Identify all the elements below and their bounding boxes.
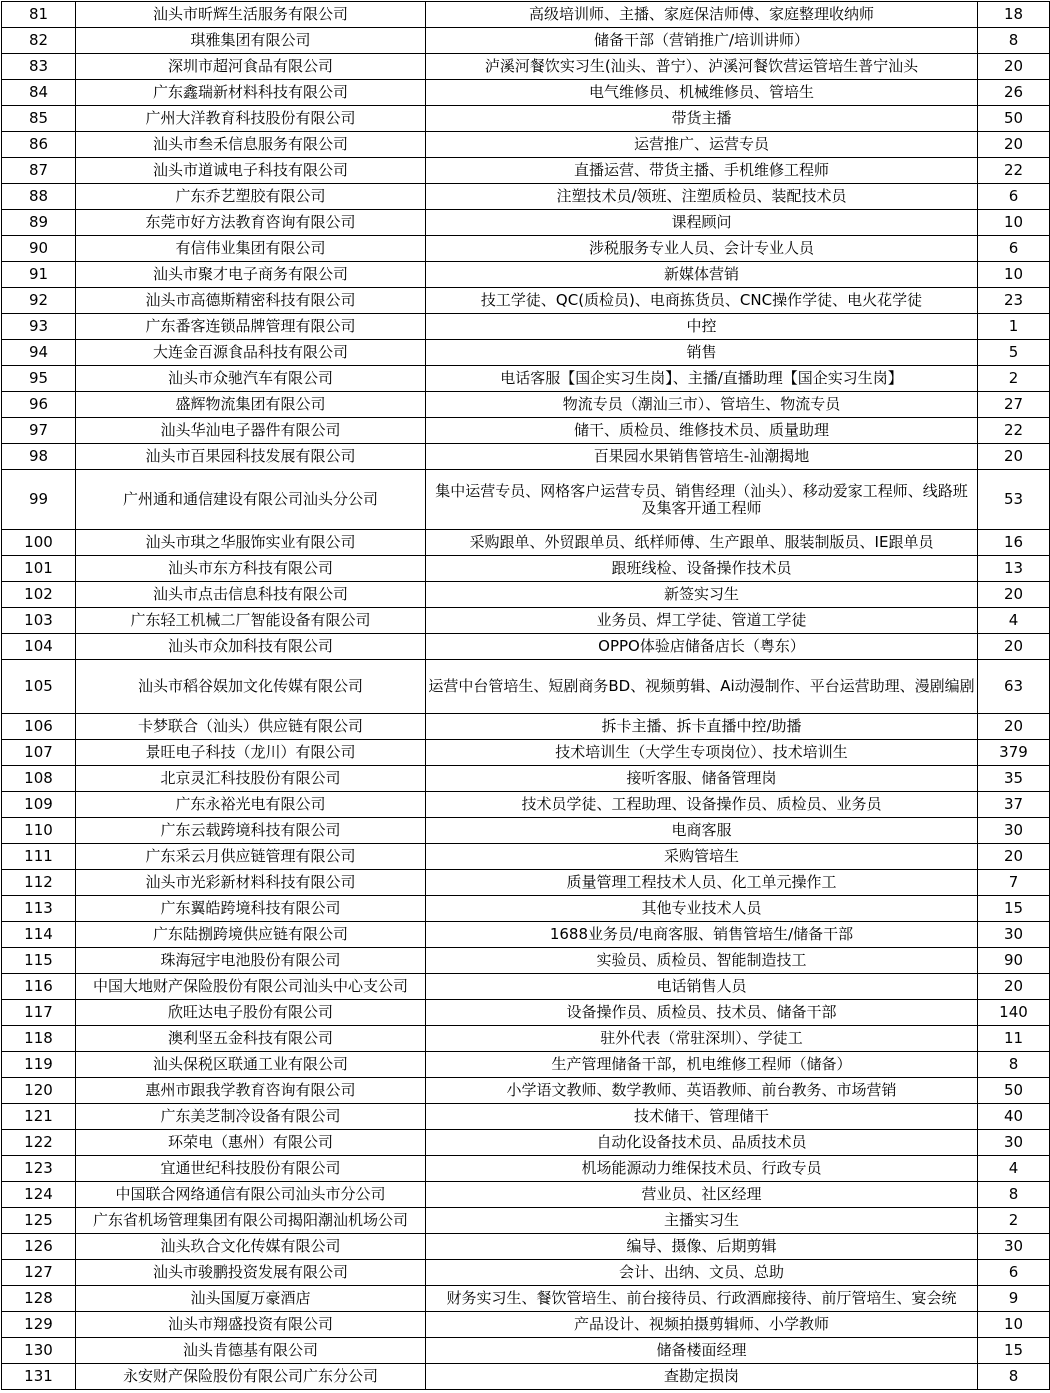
headcount-cell: 20 [978, 974, 1050, 1000]
headcount-cell: 20 [978, 582, 1050, 608]
positions-cell: 运营推广、运营专员 [426, 132, 978, 158]
table-row [2, 1208, 1050, 1234]
company-name-cell: 有信伟业集团有限公司 [76, 236, 426, 262]
headcount-cell: 15 [978, 896, 1050, 922]
row-number-cell: 114 [2, 922, 76, 948]
positions-cell: 注塑技术员/领班、注塑质检员、装配技术员 [426, 184, 978, 210]
company-name-cell: 汕头市昕辉生活服务有限公司 [76, 2, 426, 28]
headcount-cell: 20 [978, 132, 1050, 158]
company-name-cell: 汕头肯德基有限公司 [76, 1338, 426, 1364]
row-number-cell: 111 [2, 844, 76, 870]
positions-cell: 产品设计、视频拍摄剪辑师、小学教师 [426, 1312, 978, 1338]
headcount-cell: 20 [978, 444, 1050, 470]
headcount-cell: 53 [978, 470, 1050, 530]
positions-cell: 主播实习生 [426, 1208, 978, 1234]
company-name-cell: 盛辉物流集团有限公司 [76, 392, 426, 418]
company-name-cell: 汕头市高德斯精密科技有限公司 [76, 288, 426, 314]
positions-cell: 财务实习生、餐饮管培生、前台接待员、行政酒廊接待、前厅管培生、宴会统 [426, 1286, 978, 1312]
table-row [2, 470, 1050, 530]
row-number-cell: 129 [2, 1312, 76, 1338]
table-row [2, 740, 1050, 766]
row-number-cell: 117 [2, 1000, 76, 1026]
table-row [2, 1000, 1050, 1026]
row-number-cell: 103 [2, 608, 76, 634]
company-name-cell: 北京灵汇科技股份有限公司 [76, 766, 426, 792]
company-name-cell: 汕头市光彩新材料科技有限公司 [76, 870, 426, 896]
company-name-cell: 广东省机场管理集团有限公司揭阳潮汕机场公司 [76, 1208, 426, 1234]
row-number-cell: 88 [2, 184, 76, 210]
row-number-cell: 86 [2, 132, 76, 158]
company-name-cell: 卡梦联合（汕头）供应链有限公司 [76, 714, 426, 740]
positions-cell: 电气维修员、机械维修员、管培生 [426, 80, 978, 106]
row-number-cell: 127 [2, 1260, 76, 1286]
positions-cell: 技术储干、管理储干 [426, 1104, 978, 1130]
company-name-cell: 汕头市东方科技有限公司 [76, 556, 426, 582]
positions-cell: 查勘定损岗 [426, 1364, 978, 1390]
table-row [2, 80, 1050, 106]
positions-cell: 储备楼面经理 [426, 1338, 978, 1364]
row-number-cell: 126 [2, 1234, 76, 1260]
headcount-cell: 20 [978, 714, 1050, 740]
positions-cell: 运营中台管培生、短剧商务BD、视频剪辑、Ai动漫制作、平台运营助理、漫剧编剧 [426, 660, 978, 714]
table-row [2, 948, 1050, 974]
company-name-cell: 汕头市叁禾信息服务有限公司 [76, 132, 426, 158]
table-row [2, 896, 1050, 922]
company-name-cell: 汕头市众加科技有限公司 [76, 634, 426, 660]
table-row [2, 2, 1050, 28]
positions-cell: 驻外代表（常驻深圳）、学徒工 [426, 1026, 978, 1052]
company-name-cell: 广东翼皓跨境科技有限公司 [76, 896, 426, 922]
positions-cell: 直播运营、带货主播、手机维修工程师 [426, 158, 978, 184]
table-row [2, 844, 1050, 870]
table-row [2, 106, 1050, 132]
company-name-cell: 汕头市点击信息科技有限公司 [76, 582, 426, 608]
positions-cell: 储备干部（营销推广/培训讲师） [426, 28, 978, 54]
company-name-cell: 广州通和通信建设有限公司汕头分公司 [76, 470, 426, 530]
company-name-cell: 澳利坚五金科技有限公司 [76, 1026, 426, 1052]
company-name-cell: 广东云载跨境科技有限公司 [76, 818, 426, 844]
company-name-cell: 广东陆捌跨境供应链有限公司 [76, 922, 426, 948]
table-row [2, 210, 1050, 236]
headcount-cell: 30 [978, 922, 1050, 948]
headcount-cell: 22 [978, 418, 1050, 444]
company-name-cell: 欣旺达电子股份有限公司 [76, 1000, 426, 1026]
headcount-cell: 9 [978, 1286, 1050, 1312]
company-name-cell: 宜通世纪科技股份有限公司 [76, 1156, 426, 1182]
row-number-cell: 121 [2, 1104, 76, 1130]
table-row [2, 314, 1050, 340]
headcount-cell: 30 [978, 1130, 1050, 1156]
headcount-cell: 2 [978, 366, 1050, 392]
positions-cell: 业务员、焊工学徒、管道工学徒 [426, 608, 978, 634]
row-number-cell: 116 [2, 974, 76, 1000]
table-row [2, 262, 1050, 288]
table-row [2, 792, 1050, 818]
row-number-cell: 107 [2, 740, 76, 766]
company-name-cell: 广东乔艺塑胶有限公司 [76, 184, 426, 210]
positions-cell: 泸溪河餐饮实习生(汕头、普宁）、泸溪河餐饮营运管培生普宁汕头 [426, 54, 978, 80]
company-name-cell: 惠州市跟我学教育咨询有限公司 [76, 1078, 426, 1104]
row-number-cell: 131 [2, 1364, 76, 1390]
headcount-cell: 23 [978, 288, 1050, 314]
row-number-cell: 101 [2, 556, 76, 582]
headcount-cell: 10 [978, 210, 1050, 236]
table-row [2, 1052, 1050, 1078]
positions-cell: 自动化设备技术员、品质技术员 [426, 1130, 978, 1156]
positions-cell: 技工学徒、QC(质检员)、电商拣货员、CNC操作学徒、电火花学徒 [426, 288, 978, 314]
recruitment-table [1, 1, 1050, 1390]
company-name-cell: 汕头市骏鹏投资发展有限公司 [76, 1260, 426, 1286]
positions-cell: 电话客服【国企实习生岗】、主播/直播助理【国企实习生岗】 [426, 366, 978, 392]
headcount-cell: 37 [978, 792, 1050, 818]
headcount-cell: 10 [978, 262, 1050, 288]
row-number-cell: 115 [2, 948, 76, 974]
headcount-cell: 4 [978, 1156, 1050, 1182]
row-number-cell: 97 [2, 418, 76, 444]
headcount-cell: 11 [978, 1026, 1050, 1052]
table-row [2, 1260, 1050, 1286]
headcount-cell: 4 [978, 608, 1050, 634]
row-number-cell: 110 [2, 818, 76, 844]
positions-cell: 新签实习生 [426, 582, 978, 608]
headcount-cell: 35 [978, 766, 1050, 792]
headcount-cell: 1 [978, 314, 1050, 340]
table-row [2, 1026, 1050, 1052]
headcount-cell: 18 [978, 2, 1050, 28]
table-row [2, 608, 1050, 634]
positions-cell: 百果园水果销售管培生-汕潮揭地 [426, 444, 978, 470]
headcount-cell: 8 [978, 1052, 1050, 1078]
row-number-cell: 113 [2, 896, 76, 922]
row-number-cell: 96 [2, 392, 76, 418]
headcount-cell: 30 [978, 818, 1050, 844]
row-number-cell: 99 [2, 470, 76, 530]
company-name-cell: 珠海冠宇电池股份有限公司 [76, 948, 426, 974]
row-number-cell: 106 [2, 714, 76, 740]
company-name-cell: 汕头玖合文化传媒有限公司 [76, 1234, 426, 1260]
company-name-cell: 广东永裕光电有限公司 [76, 792, 426, 818]
positions-cell: 电话销售人员 [426, 974, 978, 1000]
row-number-cell: 125 [2, 1208, 76, 1234]
company-name-cell: 中国大地财产保险股份有限公司汕头中心支公司 [76, 974, 426, 1000]
positions-cell: 技术员学徒、工程助理、设备操作员、质检员、业务员 [426, 792, 978, 818]
headcount-cell: 26 [978, 80, 1050, 106]
company-name-cell: 环荣电（惠州）有限公司 [76, 1130, 426, 1156]
table-row [2, 54, 1050, 80]
table-body [2, 2, 1050, 1390]
headcount-cell: 20 [978, 54, 1050, 80]
headcount-cell: 15 [978, 1338, 1050, 1364]
row-number-cell: 122 [2, 1130, 76, 1156]
positions-cell: 质量管理工程技术人员、化工单元操作工 [426, 870, 978, 896]
table-row [2, 1078, 1050, 1104]
row-number-cell: 98 [2, 444, 76, 470]
company-name-cell: 汕头华汕电子器件有限公司 [76, 418, 426, 444]
company-name-cell: 广东番客连锁品牌管理有限公司 [76, 314, 426, 340]
positions-cell: 物流专员（潮汕三市）、管培生、物流专员 [426, 392, 978, 418]
row-number-cell: 84 [2, 80, 76, 106]
positions-cell: 新媒体营销 [426, 262, 978, 288]
company-name-cell: 汕头市聚才电子商务有限公司 [76, 262, 426, 288]
headcount-cell: 6 [978, 236, 1050, 262]
table-row [2, 582, 1050, 608]
positions-cell: 带货主播 [426, 106, 978, 132]
table-row [2, 1286, 1050, 1312]
positions-cell: 营业员、社区经理 [426, 1182, 978, 1208]
row-number-cell: 124 [2, 1182, 76, 1208]
company-name-cell: 东莞市好方法教育咨询有限公司 [76, 210, 426, 236]
row-number-cell: 91 [2, 262, 76, 288]
positions-cell: 课程顾问 [426, 210, 978, 236]
headcount-cell: 6 [978, 184, 1050, 210]
company-name-cell: 汕头市琪之华服饰实业有限公司 [76, 530, 426, 556]
positions-cell: 编导、摄像、后期剪辑 [426, 1234, 978, 1260]
positions-cell: 涉税服务专业人员、会计专业人员 [426, 236, 978, 262]
table-row [2, 366, 1050, 392]
row-number-cell: 102 [2, 582, 76, 608]
table-row [2, 556, 1050, 582]
table-row [2, 1312, 1050, 1338]
headcount-cell: 16 [978, 530, 1050, 556]
company-name-cell: 深圳市超河食品有限公司 [76, 54, 426, 80]
positions-cell: OPPO体验店储备店长（粤东） [426, 634, 978, 660]
table-row [2, 1364, 1050, 1390]
company-name-cell: 琪雅集团有限公司 [76, 28, 426, 54]
headcount-cell: 63 [978, 660, 1050, 714]
row-number-cell: 130 [2, 1338, 76, 1364]
headcount-cell: 50 [978, 106, 1050, 132]
table-row [2, 28, 1050, 54]
table-row [2, 1338, 1050, 1364]
positions-cell: 跟班线检、设备操作技术员 [426, 556, 978, 582]
row-number-cell: 85 [2, 106, 76, 132]
headcount-cell: 8 [978, 1364, 1050, 1390]
company-name-cell: 大连金百源食品科技有限公司 [76, 340, 426, 366]
row-number-cell: 105 [2, 660, 76, 714]
table-row [2, 132, 1050, 158]
headcount-cell: 22 [978, 158, 1050, 184]
company-name-cell: 汕头市翔盛投资有限公司 [76, 1312, 426, 1338]
table-row [2, 1156, 1050, 1182]
positions-cell: 拆卡主播、拆卡直播中控/助播 [426, 714, 978, 740]
row-number-cell: 93 [2, 314, 76, 340]
table-row [2, 1182, 1050, 1208]
company-name-cell: 广东采云月供应链管理有限公司 [76, 844, 426, 870]
company-name-cell: 汕头市百果园科技发展有限公司 [76, 444, 426, 470]
positions-cell: 生产管理储备干部，机电维修工程师（储备） [426, 1052, 978, 1078]
company-name-cell: 广东鑫瑞新材料科技有限公司 [76, 80, 426, 106]
table-row [2, 922, 1050, 948]
table-row [2, 418, 1050, 444]
positions-cell: 采购跟单、外贸跟单员、纸样师傅、生产跟单、服装制版员、IE跟单员 [426, 530, 978, 556]
positions-cell: 高级培训师、主播、家庭保洁师傅、家庭整理收纳师 [426, 2, 978, 28]
row-number-cell: 94 [2, 340, 76, 366]
table-row [2, 340, 1050, 366]
row-number-cell: 123 [2, 1156, 76, 1182]
headcount-cell: 13 [978, 556, 1050, 582]
row-number-cell: 83 [2, 54, 76, 80]
company-name-cell: 广东美芝制冷设备有限公司 [76, 1104, 426, 1130]
positions-cell: 储干、质检员、维修技术员、质量助理 [426, 418, 978, 444]
headcount-cell: 20 [978, 844, 1050, 870]
headcount-cell: 2 [978, 1208, 1050, 1234]
positions-cell: 其他专业技术人员 [426, 896, 978, 922]
table-row [2, 236, 1050, 262]
table-row [2, 974, 1050, 1000]
company-name-cell: 广州大洋教育科技股份有限公司 [76, 106, 426, 132]
headcount-cell: 8 [978, 1182, 1050, 1208]
row-number-cell: 92 [2, 288, 76, 314]
headcount-cell: 27 [978, 392, 1050, 418]
positions-cell: 集中运营专员、网格客户运营专员、销售经理（汕头）、移动爱家工程师、线路班及集客开通工程师 [426, 470, 978, 530]
table-row [2, 184, 1050, 210]
company-name-cell: 广东轻工机械二厂智能设备有限公司 [76, 608, 426, 634]
row-number-cell: 81 [2, 2, 76, 28]
headcount-cell: 20 [978, 634, 1050, 660]
positions-cell: 技术培训生（大学生专项岗位）、技术培训生 [426, 740, 978, 766]
row-number-cell: 109 [2, 792, 76, 818]
positions-cell: 接听客服、储备管理岗 [426, 766, 978, 792]
company-name-cell: 景旺电子科技（龙川）有限公司 [76, 740, 426, 766]
row-number-cell: 119 [2, 1052, 76, 1078]
table-row [2, 766, 1050, 792]
row-number-cell: 100 [2, 530, 76, 556]
table-row [2, 530, 1050, 556]
headcount-cell: 30 [978, 1234, 1050, 1260]
positions-cell: 销售 [426, 340, 978, 366]
headcount-cell: 379 [978, 740, 1050, 766]
row-number-cell: 108 [2, 766, 76, 792]
table-row [2, 818, 1050, 844]
table-row [2, 1104, 1050, 1130]
headcount-cell: 40 [978, 1104, 1050, 1130]
table-row [2, 392, 1050, 418]
positions-cell: 中控 [426, 314, 978, 340]
positions-cell: 1688业务员/电商客服、销售管培生/储备干部 [426, 922, 978, 948]
row-number-cell: 104 [2, 634, 76, 660]
company-name-cell: 汕头市众驰汽车有限公司 [76, 366, 426, 392]
company-name-cell: 汕头市稻谷娱加文化传媒有限公司 [76, 660, 426, 714]
row-number-cell: 95 [2, 366, 76, 392]
company-name-cell: 汕头保税区联通工业有限公司 [76, 1052, 426, 1078]
headcount-cell: 10 [978, 1312, 1050, 1338]
headcount-cell: 90 [978, 948, 1050, 974]
table-row [2, 1234, 1050, 1260]
row-number-cell: 112 [2, 870, 76, 896]
row-number-cell: 90 [2, 236, 76, 262]
positions-cell: 采购管培生 [426, 844, 978, 870]
positions-cell: 实验员、质检员、智能制造技工 [426, 948, 978, 974]
table-row [2, 288, 1050, 314]
headcount-cell: 8 [978, 28, 1050, 54]
company-name-cell: 中国联合网络通信有限公司汕头市分公司 [76, 1182, 426, 1208]
headcount-cell: 140 [978, 1000, 1050, 1026]
row-number-cell: 118 [2, 1026, 76, 1052]
row-number-cell: 87 [2, 158, 76, 184]
company-name-cell: 汕头国厦万豪酒店 [76, 1286, 426, 1312]
row-number-cell: 82 [2, 28, 76, 54]
table-row [2, 634, 1050, 660]
table-row [2, 870, 1050, 896]
company-name-cell: 永安财产保险股份有限公司广东分公司 [76, 1364, 426, 1390]
headcount-cell: 7 [978, 870, 1050, 896]
positions-cell: 会计、出纳、文员、总助 [426, 1260, 978, 1286]
table-row [2, 1130, 1050, 1156]
positions-cell: 机场能源动力维保技术员、行政专员 [426, 1156, 978, 1182]
positions-cell: 小学语文教师、数学教师、英语教师、前台教务、市场营销 [426, 1078, 978, 1104]
row-number-cell: 89 [2, 210, 76, 236]
row-number-cell: 128 [2, 1286, 76, 1312]
row-number-cell: 120 [2, 1078, 76, 1104]
headcount-cell: 50 [978, 1078, 1050, 1104]
table-row [2, 660, 1050, 714]
table-row [2, 714, 1050, 740]
table-row [2, 158, 1050, 184]
positions-cell: 设备操作员、质检员、技术员、储备干部 [426, 1000, 978, 1026]
company-name-cell: 汕头市道诚电子科技有限公司 [76, 158, 426, 184]
table-row [2, 444, 1050, 470]
positions-cell: 电商客服 [426, 818, 978, 844]
headcount-cell: 6 [978, 1260, 1050, 1286]
headcount-cell: 5 [978, 340, 1050, 366]
